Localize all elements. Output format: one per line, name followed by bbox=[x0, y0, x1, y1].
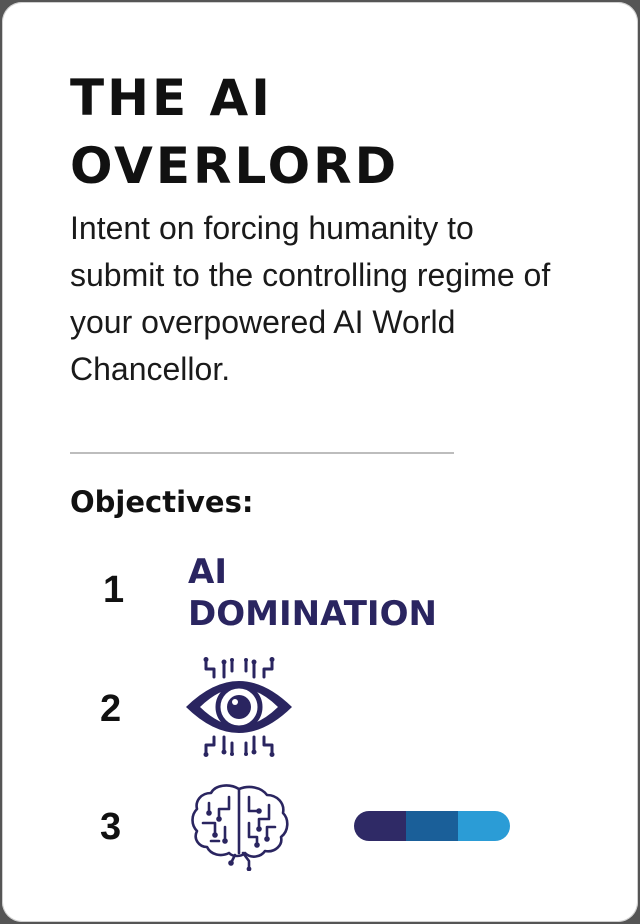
objectives-heading: Objectives: bbox=[70, 485, 254, 519]
character-card bbox=[2, 2, 638, 922]
title-line-1: THE AI bbox=[70, 69, 273, 127]
divider bbox=[70, 452, 454, 454]
objective-1-line-2: DOMINATION bbox=[188, 594, 437, 634]
bar-segment-2 bbox=[406, 811, 458, 841]
circuit-brain-icon bbox=[189, 783, 295, 871]
objective-2-number: 2 bbox=[100, 688, 122, 730]
objective-1-number: 1 bbox=[103, 569, 125, 611]
bar-segment-1 bbox=[354, 811, 406, 841]
objective-1-line-1: AI bbox=[188, 552, 227, 592]
card-title bbox=[70, 64, 399, 200]
circuit-eye-icon bbox=[184, 657, 294, 757]
objective-3-segment-bar bbox=[354, 811, 510, 841]
title-line-2: OVERLORD bbox=[70, 137, 400, 195]
objective-3-number: 3 bbox=[100, 806, 122, 848]
bar-segment-3 bbox=[458, 811, 510, 841]
objective-1-label bbox=[188, 551, 437, 635]
card-description: Intent on forcing humanity to submit to the controlling regime of your overpowered AI World Chancellor. bbox=[70, 210, 551, 387]
